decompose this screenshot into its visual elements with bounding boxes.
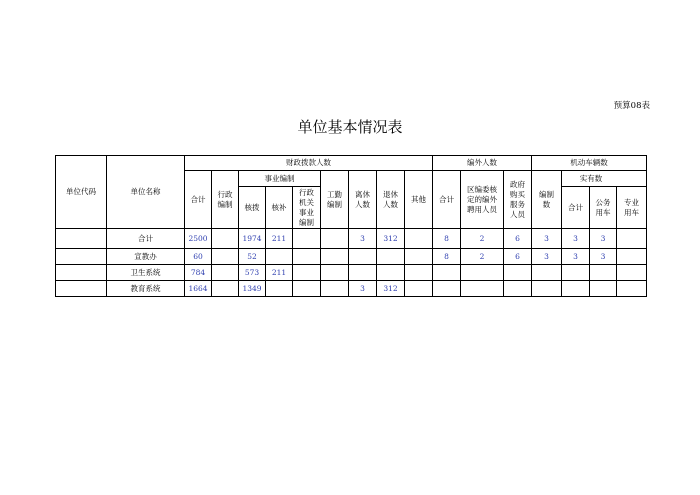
cell-unit-name: 合计: [107, 229, 185, 249]
table-row: [56, 229, 647, 249]
cell-retired-cadres: 3: [349, 281, 377, 297]
cell-vehicle-quota: 3: [532, 229, 562, 249]
form-code: 预算08表: [613, 101, 650, 111]
cell-extra-total: [433, 265, 461, 281]
header-allocated: 核拨: [239, 187, 266, 229]
cell-fiscal-total: 60: [185, 249, 212, 265]
cell-service-staff: [321, 229, 349, 249]
cell-other: [405, 229, 433, 249]
cell-official-cars: 3: [590, 229, 617, 249]
cell-special-cars: [617, 281, 647, 297]
header-vehicle-group: 机动车辆数: [532, 156, 647, 171]
cell-unit-code: [56, 229, 107, 249]
cell-admin-organ-inst: [293, 265, 321, 281]
cell-vehicle-quota: [532, 281, 562, 297]
page-title: 单位基本情况表: [297, 118, 403, 136]
table-row: [56, 265, 647, 281]
cell-official-cars: 3: [590, 249, 617, 265]
cell-fiscal-total: 1664: [185, 281, 212, 297]
header-public-inst-group: 事业编制: [239, 171, 321, 187]
cell-admin-organ-inst: [293, 229, 321, 249]
cell-extra-total: [433, 281, 461, 297]
header-retired: 退休 人数: [377, 171, 405, 229]
cell-extra-hired: [461, 265, 504, 281]
cell-retired: [377, 249, 405, 265]
cell-service-staff: [321, 265, 349, 281]
cell-extra-hired: 2: [461, 249, 504, 265]
header-unit-name: 单位名称: [107, 156, 185, 229]
header-fiscal-group: 财政拨款人数: [185, 156, 433, 171]
cell-vehicle-quota: [532, 265, 562, 281]
cell-other: [405, 249, 433, 265]
header-gov-purchased: 政府 购买 服务 人员: [504, 171, 532, 229]
cell-admin-organ-inst: [293, 249, 321, 265]
unit-info-table: [55, 155, 647, 297]
cell-gov-purchased: [504, 265, 532, 281]
header-vehicle-actual-group: 实有数: [562, 171, 647, 187]
cell-retired-cadres: [349, 249, 377, 265]
cell-allocated: 1974: [239, 229, 266, 249]
cell-retired-cadres: [349, 265, 377, 281]
cell-subsidized: 211: [266, 265, 293, 281]
cell-vehicle-total: [562, 265, 590, 281]
header-retired-cadres: 离休 人数: [349, 171, 377, 229]
cell-allocated: 52: [239, 249, 266, 265]
cell-fiscal-total: 784: [185, 265, 212, 281]
cell-unit-name: 教育系统: [107, 281, 185, 297]
cell-official-cars: [590, 265, 617, 281]
cell-special-cars: [617, 229, 647, 249]
header-vehicle-actual-total: 合计: [562, 187, 590, 229]
cell-extra-total: 8: [433, 249, 461, 265]
cell-unit-code: [56, 265, 107, 281]
header-fiscal-total: 合计: [185, 171, 212, 229]
header-unit-code: 单位代码: [56, 156, 107, 229]
cell-unit-name: 卫生系统: [107, 265, 185, 281]
cell-vehicle-total: 3: [562, 229, 590, 249]
header-official-cars: 公务 用车: [590, 187, 617, 229]
cell-fiscal-total: 2500: [185, 229, 212, 249]
cell-retired: 312: [377, 229, 405, 249]
header-admin-staff: 行政 编制: [212, 171, 239, 229]
header-service-staff: 工勤 编制: [321, 171, 349, 229]
cell-unit-code: [56, 249, 107, 265]
cell-extra-hired: 2: [461, 229, 504, 249]
cell-subsidized: [266, 281, 293, 297]
header-special-cars: 专业 用车: [617, 187, 647, 229]
cell-gov-purchased: 6: [504, 249, 532, 265]
cell-allocated: 573: [239, 265, 266, 281]
cell-special-cars: [617, 249, 647, 265]
header-subsidized: 核补: [266, 187, 293, 229]
cell-retired: 312: [377, 281, 405, 297]
header-admin-organ-inst: 行政 机关 事业 编制: [293, 187, 321, 229]
cell-vehicle-quota: 3: [532, 249, 562, 265]
cell-admin-staff: [212, 281, 239, 297]
cell-other: [405, 281, 433, 297]
cell-service-staff: [321, 249, 349, 265]
cell-official-cars: [590, 281, 617, 297]
header-other: 其他: [405, 171, 433, 229]
table-row: [56, 281, 647, 297]
cell-retired-cadres: 3: [349, 229, 377, 249]
cell-admin-staff: [212, 265, 239, 281]
cell-vehicle-total: 3: [562, 249, 590, 265]
cell-unit-code: [56, 281, 107, 297]
header-vehicle-quota: 编制 数: [532, 171, 562, 229]
cell-gov-purchased: [504, 281, 532, 297]
cell-admin-staff: [212, 229, 239, 249]
header-extra-total: 合计: [433, 171, 461, 229]
cell-subsidized: [266, 249, 293, 265]
header-extra-group: 编外人数: [433, 156, 532, 171]
cell-extra-hired: [461, 281, 504, 297]
cell-admin-organ-inst: [293, 281, 321, 297]
header-extra-hired: 区编委核 定的编外 聘用人员: [461, 171, 504, 229]
table-row: [56, 249, 647, 265]
cell-vehicle-total: [562, 281, 590, 297]
cell-admin-staff: [212, 249, 239, 265]
cell-retired: [377, 265, 405, 281]
cell-extra-total: 8: [433, 229, 461, 249]
cell-unit-name: 宣教办: [107, 249, 185, 265]
cell-allocated: 1349: [239, 281, 266, 297]
cell-other: [405, 265, 433, 281]
cell-service-staff: [321, 281, 349, 297]
header-row-1: [56, 156, 647, 171]
cell-subsidized: 211: [266, 229, 293, 249]
cell-gov-purchased: 6: [504, 229, 532, 249]
cell-special-cars: [617, 265, 647, 281]
